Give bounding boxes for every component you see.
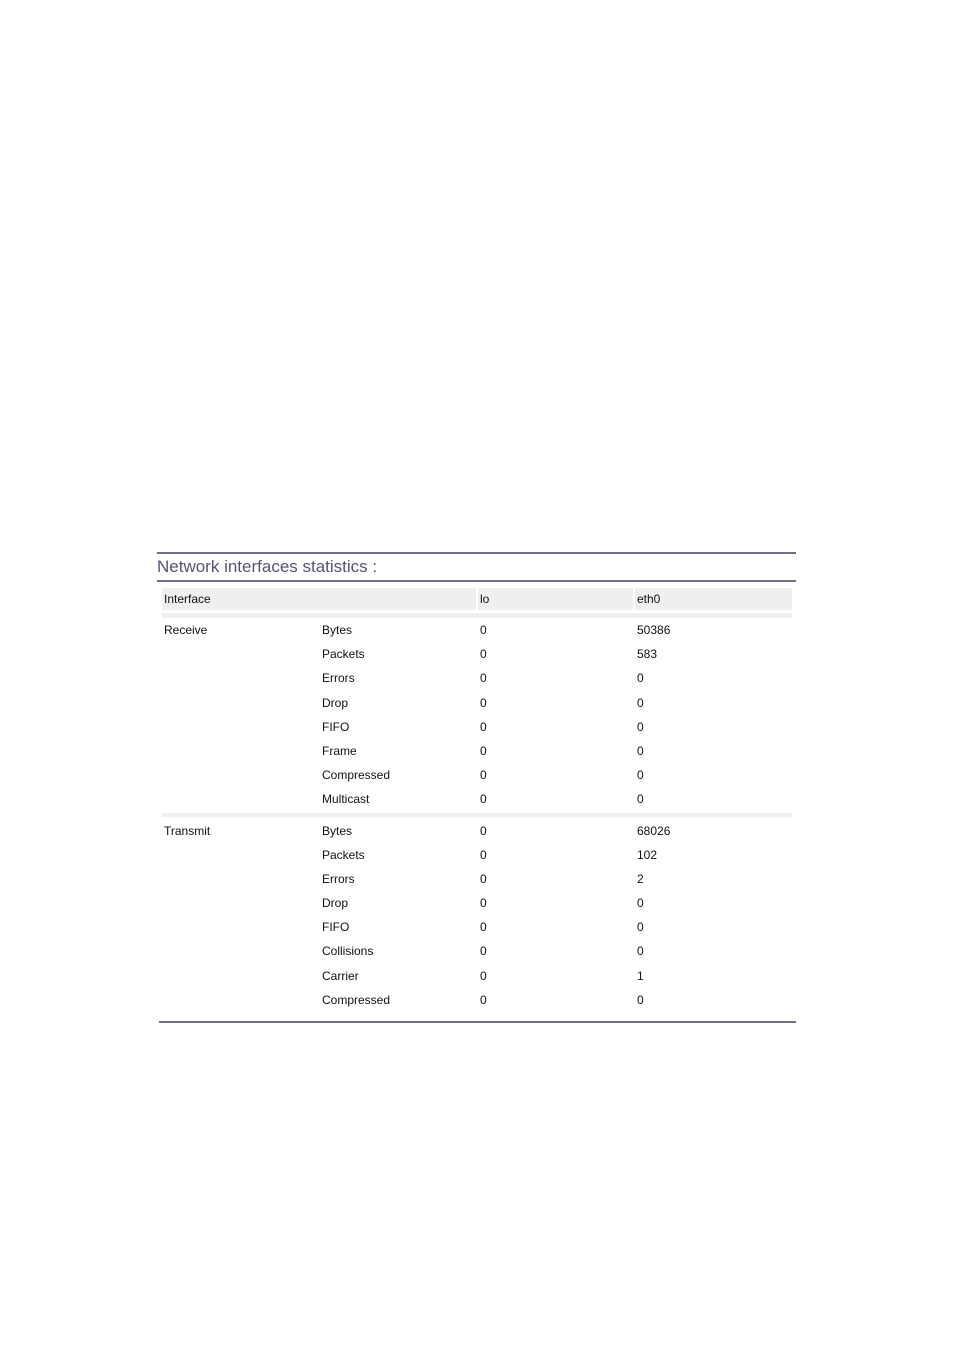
eth0-value: 102 bbox=[637, 847, 658, 862]
eth0-value: 0 bbox=[637, 944, 644, 959]
eth0-value: 0 bbox=[637, 992, 644, 1007]
eth0-value: 1 bbox=[637, 968, 644, 983]
metric-label: Drop bbox=[322, 896, 349, 911]
header-lo: lo bbox=[480, 592, 490, 606]
lo-value: 0 bbox=[480, 768, 487, 783]
lo-value: 0 bbox=[480, 944, 487, 959]
metric-label: FIFO bbox=[322, 920, 350, 935]
lo-value: 0 bbox=[480, 992, 487, 1007]
table-row bbox=[162, 763, 792, 787]
page-title: Network interfaces statistics : bbox=[157, 557, 378, 576]
table-row bbox=[162, 618, 792, 642]
group-label-transmit: Transmit bbox=[164, 823, 211, 838]
table-header bbox=[162, 588, 792, 610]
metric-label: Carrier bbox=[322, 968, 359, 983]
table-row bbox=[162, 666, 792, 690]
lo-value: 0 bbox=[480, 968, 487, 983]
eth0-value: 2 bbox=[637, 871, 644, 886]
eth0-value: 0 bbox=[637, 792, 644, 807]
eth0-value: 0 bbox=[637, 695, 644, 710]
title-rule bbox=[157, 580, 796, 582]
metric-label: Errors bbox=[322, 671, 355, 686]
metric-label: Bytes bbox=[322, 623, 353, 637]
lo-value: 0 bbox=[480, 743, 487, 758]
lo-value: 0 bbox=[480, 920, 487, 935]
lo-value: 0 bbox=[480, 792, 487, 807]
metric-label: FIFO bbox=[322, 719, 350, 734]
metric-label: Drop bbox=[322, 695, 349, 710]
eth0-value: 0 bbox=[637, 896, 644, 911]
table-row bbox=[162, 819, 792, 843]
header-divider bbox=[633, 588, 635, 610]
eth0-value: 0 bbox=[637, 719, 644, 734]
eth0-value: 0 bbox=[637, 768, 644, 783]
eth0-value: 583 bbox=[637, 647, 658, 662]
table-row bbox=[162, 939, 792, 963]
lo-value: 0 bbox=[480, 695, 487, 710]
metric-label: Packets bbox=[322, 847, 365, 862]
metric-label: Frame bbox=[322, 743, 357, 758]
table-row bbox=[162, 891, 792, 915]
table-row bbox=[162, 964, 792, 988]
eth0-value: 0 bbox=[637, 743, 644, 758]
table-row bbox=[162, 715, 792, 739]
metric-label: Bytes bbox=[322, 823, 353, 838]
lo-value: 0 bbox=[480, 671, 487, 686]
lo-value: 0 bbox=[480, 847, 487, 862]
lo-value: 0 bbox=[480, 871, 487, 886]
lo-value: 0 bbox=[480, 896, 487, 911]
metric-label: Multicast bbox=[322, 792, 370, 807]
metric-label: Collisions bbox=[322, 944, 374, 959]
eth0-value: 50386 bbox=[637, 623, 671, 637]
eth0-value: 68026 bbox=[637, 823, 671, 838]
table-row bbox=[162, 787, 792, 811]
lo-value: 0 bbox=[480, 823, 487, 838]
group-label-receive: Receive bbox=[164, 623, 208, 637]
table-row bbox=[162, 691, 792, 715]
table-row bbox=[162, 867, 792, 891]
eth0-value: 0 bbox=[637, 920, 644, 935]
header-divider bbox=[476, 588, 478, 610]
receive-group bbox=[162, 618, 792, 812]
header-interface: Interface bbox=[164, 592, 211, 606]
table-row bbox=[162, 915, 792, 939]
metric-label: Compressed bbox=[322, 992, 391, 1007]
metric-label: Compressed bbox=[322, 768, 391, 783]
header-eth0: eth0 bbox=[637, 592, 661, 606]
table-row bbox=[162, 843, 792, 867]
lo-value: 0 bbox=[480, 647, 487, 662]
table-row bbox=[162, 988, 792, 1012]
group-separator bbox=[162, 813, 792, 817]
lo-value: 0 bbox=[480, 623, 487, 637]
lo-value: 0 bbox=[480, 719, 487, 734]
table-row bbox=[162, 739, 792, 763]
table-row bbox=[162, 642, 792, 666]
eth0-value: 0 bbox=[637, 671, 644, 686]
network-stats-panel bbox=[157, 552, 796, 1023]
bottom-rule bbox=[159, 1021, 796, 1023]
stats-table bbox=[162, 588, 792, 1012]
metric-label: Packets bbox=[322, 647, 365, 662]
transmit-group bbox=[162, 819, 792, 1013]
metric-label: Errors bbox=[322, 871, 355, 886]
